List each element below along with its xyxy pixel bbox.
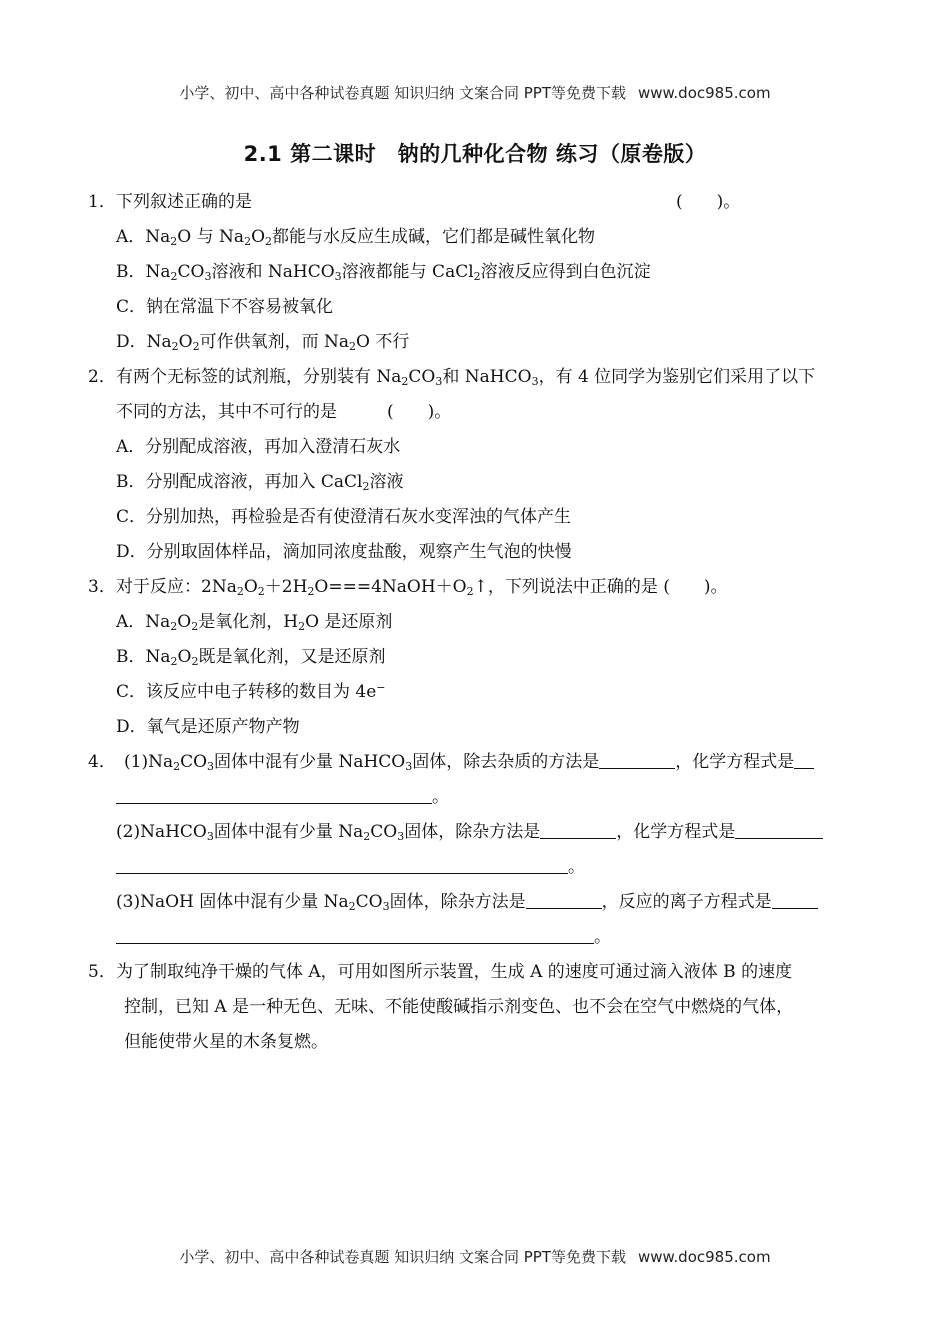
header-url[interactable]: www.doc985.com (637, 84, 771, 102)
answer-blank[interactable] (116, 925, 594, 944)
question-5-stem-cont-1: 控制，已知 A 是一种无色、无味、不能使酸碱指示剂变色、也不会在空气中燃烧的气体， (124, 997, 794, 1017)
question-2-stem-cont: 不同的方法，其中不可行的是 ( )。 (116, 402, 452, 422)
answer-blank[interactable] (794, 750, 814, 769)
footer-url[interactable]: www.doc985.com (637, 1248, 771, 1266)
answer-blank[interactable] (116, 785, 432, 804)
question-1-option-b: B．$Na_2CO_3$溶液和 NaHCO$_3$溶液都能与 CaCl$_2$溶液反应得到白色沉淀 (116, 262, 651, 283)
question-2-option-c: C．分别加热，再检验是否有使澄清石灰水变浑浊的气体产生 (116, 507, 572, 527)
question-2-option-a: A．分别配成溶液，再加入澄清石灰水 (116, 437, 401, 457)
question-1-option-a: A．$Na_2O$ 与 $Na_2O_2$都能与水反应生成碱，它们都是碱性氧化物 (116, 227, 595, 248)
question-5-stem: 5．为了制取纯净干燥的气体 A，可用如图所示装置，生成 A 的速度可通过滴入液体 B 的速度 (88, 962, 793, 982)
question-2-stem: 2．有两个无标签的试剂瓶，分别装有 $Na_2CO_3$和 NaHCO$_3$，有 4 位同学为鉴别它们采用了以下 (88, 367, 816, 388)
question-3-option-c: C．该反应中电子转移的数目为 4e− (116, 681, 386, 702)
answer-paren: ( )。 (676, 192, 741, 212)
question-4-part-1: 4． $(1)Na_2CO_3$固体中混有少量 NaHCO$_3$固体，除去杂质的方法是 ，化学方程式是 (88, 748, 878, 783)
question-2-option-b: B．分别配成溶液，再加入 CaCl$_2$溶液 (116, 472, 404, 493)
question-4-part-2: (2)NaHCO$_3$固体中混有少量 $Na_2CO_3$固体，除杂方法是 ，化学方程式是 (88, 818, 878, 853)
footer-text: 小学、初中、高中各种试卷真题 知识归纳 文案合同 PPT等免费下载 (179, 1248, 626, 1266)
question-4-part-2-cont: 。 (88, 853, 878, 888)
question-4-part-1-cont: 。 (88, 783, 878, 818)
question-3-option-a: A．$Na_2O_2$是氧化剂，$H_2O$ 是还原剂 (116, 612, 393, 633)
answer-blank[interactable] (599, 750, 675, 769)
answer-paren: ( )。 (387, 402, 452, 422)
header-text: 小学、初中、高中各种试卷真题 知识归纳 文案合同 PPT等免费下载 (179, 84, 626, 102)
page-footer (0, 1246, 950, 1267)
answer-blank[interactable] (735, 820, 823, 839)
question-3-option-b: B．$Na_2O_2$既是氧化剂，又是还原剂 (116, 647, 386, 668)
question-5-stem-cont-2: 但能使带火星的木条复燃。 (124, 1032, 328, 1052)
answer-blank[interactable] (116, 855, 568, 874)
question-4-part-3-cont: 。 (88, 923, 878, 958)
question-1-option-c: C．钠在常温下不容易被氧化 (116, 297, 334, 317)
answer-blank[interactable] (526, 890, 602, 909)
answer-blank[interactable] (772, 890, 818, 909)
question-2-option-d: D．分别取固体样品，滴加同浓度盐酸，观察产生气泡的快慢 (116, 542, 572, 562)
page-title: 2.1 第二课时 钠的几种化合物 练习（原卷版） (243, 142, 707, 166)
question-3-option-d: D．氧气是还原产物产物 (116, 717, 300, 737)
answer-blank[interactable] (540, 820, 616, 839)
exercise-content (88, 188, 878, 1063)
question-4-part-3: (3)NaOH 固体中混有少量 $Na_2CO_3$固体，除杂方法是 ，反应的离子方程式是 (88, 888, 878, 923)
question-3-stem: 3．对于反应：$2Na_2O_2+2H_2O===4NaOH+O_2↑$，下列说法中正确的是 ( )。 (88, 577, 728, 598)
page-header (0, 82, 950, 103)
question-1-stem: 1．下列叙述正确的是 ( )。 (88, 188, 878, 223)
question-1-option-d: D．$Na_2O_2$可作供氧剂，而 $Na_2O$ 不行 (116, 332, 410, 353)
